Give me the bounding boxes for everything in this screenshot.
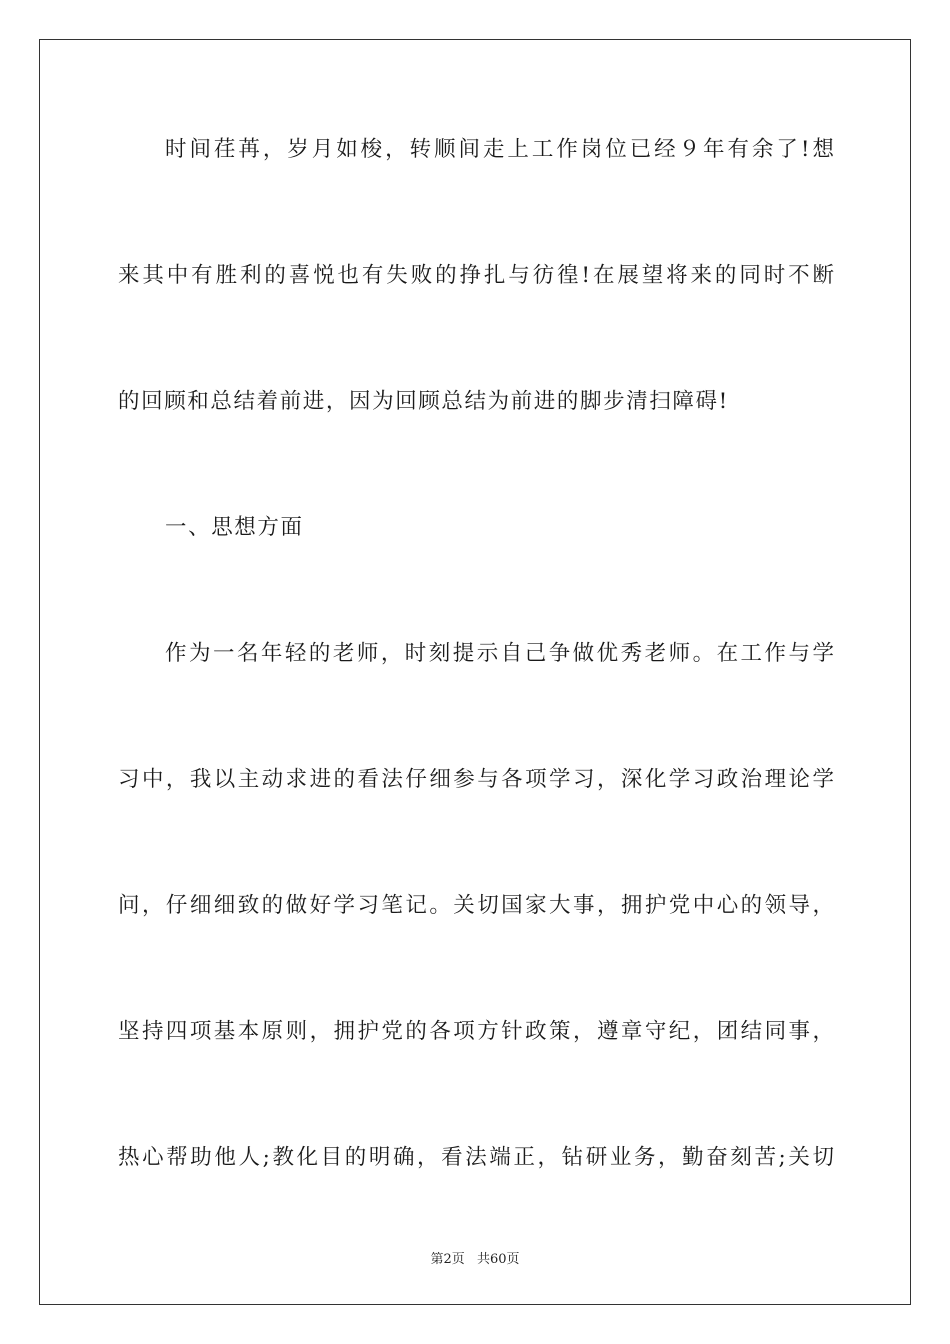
text-line: 问，仔细细致的做好学习笔记。关切国家大事，拥护党中心的领导，	[118, 893, 834, 918]
text-line: 来其中有胜利的喜悦也有失败的挣扎与彷徨!在展望将来的同时不断	[118, 263, 834, 288]
text-line: 坚持四项基本原则，拥护党的各项方针政策，遵章守纪，团结同事，	[118, 1019, 834, 1044]
text-line: 作为一名年轻的老师，时刻提示自己争做优秀老师。在工作与学	[165, 641, 834, 666]
page-footer	[0, 1248, 950, 1267]
page-total: 共60页	[476, 1252, 520, 1267]
text-line: 习中，我以主动求进的看法仔细参与各项学习，深化学习政治理论学	[118, 767, 834, 792]
text-line: 的回顾和总结着前进，因为回顾总结为前进的脚步清扫障碍!	[118, 389, 729, 414]
text-line: 热心帮助他人;教化目的明确，看法端正，钻研业务，勤奋刻苦;关切	[118, 1145, 834, 1170]
section-heading: 一、思想方面	[165, 515, 304, 540]
text-line: 时间荏苒，岁月如梭，转顺间走上工作岗位已经９年有余了!想	[165, 137, 834, 162]
page-number: 第2页	[430, 1252, 465, 1267]
